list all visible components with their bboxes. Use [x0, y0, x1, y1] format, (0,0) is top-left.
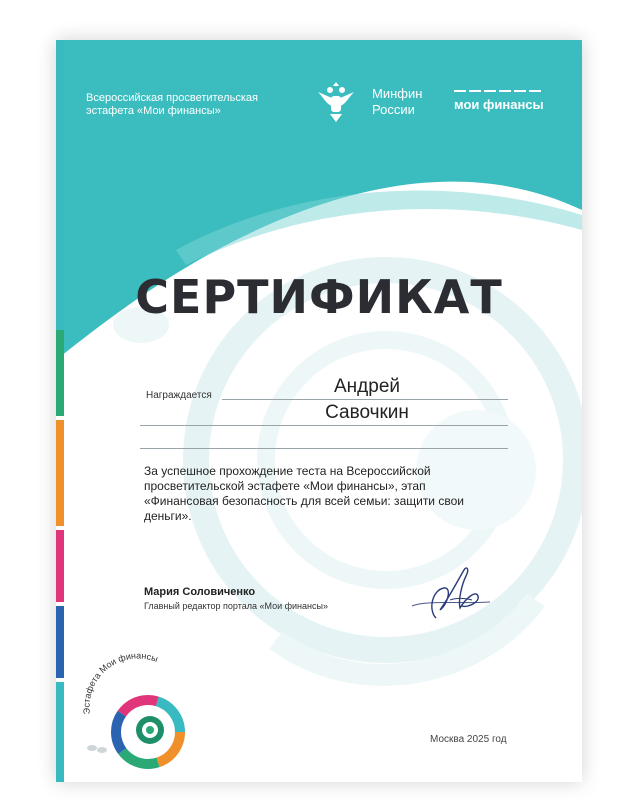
recipient-last-name: Савочкин [325, 402, 409, 423]
handwritten-signature [406, 560, 496, 630]
city-year: Москва 2025 год [430, 734, 507, 745]
stripe-segment-teal-bottom [56, 682, 64, 782]
ministry-name: Минфин России [372, 86, 423, 117]
relay-title: Всероссийская просветительская эстафета «Мои финансы» [86, 92, 258, 117]
relay-logo-text: Эстафета Мои финансы [81, 652, 160, 715]
certificate-description: За успешное прохождение теста на Всероссийской просветительской эстафете «Мои финансы», этап «Финансовая безопасность для всей семьи: защити свои деньги». [144, 464, 464, 523]
stripe-segment-blue [56, 606, 64, 678]
signer-name: Мария Соловиченко [144, 586, 256, 598]
eagle-emblem-icon [310, 76, 362, 128]
brand-dashes [454, 90, 548, 92]
brand-text: мои финансы [454, 97, 544, 112]
signer-role: Главный редактор портала «Мои финансы» [144, 601, 328, 611]
recipient-first-name: Андрей [334, 376, 400, 397]
relay-logo-icon [68, 652, 198, 772]
name-rule-3 [140, 448, 508, 449]
stripe-segment-green [56, 330, 64, 416]
name-rule-2 [140, 425, 508, 426]
awarded-label: Награждается [146, 390, 212, 401]
svg-text:Эстафета Мои финансы [81, 652, 159, 715]
stripe-segment-pink [56, 530, 64, 602]
certificate-page [56, 40, 582, 782]
name-rule-1 [222, 399, 508, 400]
brand-logo [454, 90, 548, 112]
stripe-segment-orange [56, 420, 64, 526]
certificate-title: СЕРТИФИКАТ [135, 270, 503, 324]
